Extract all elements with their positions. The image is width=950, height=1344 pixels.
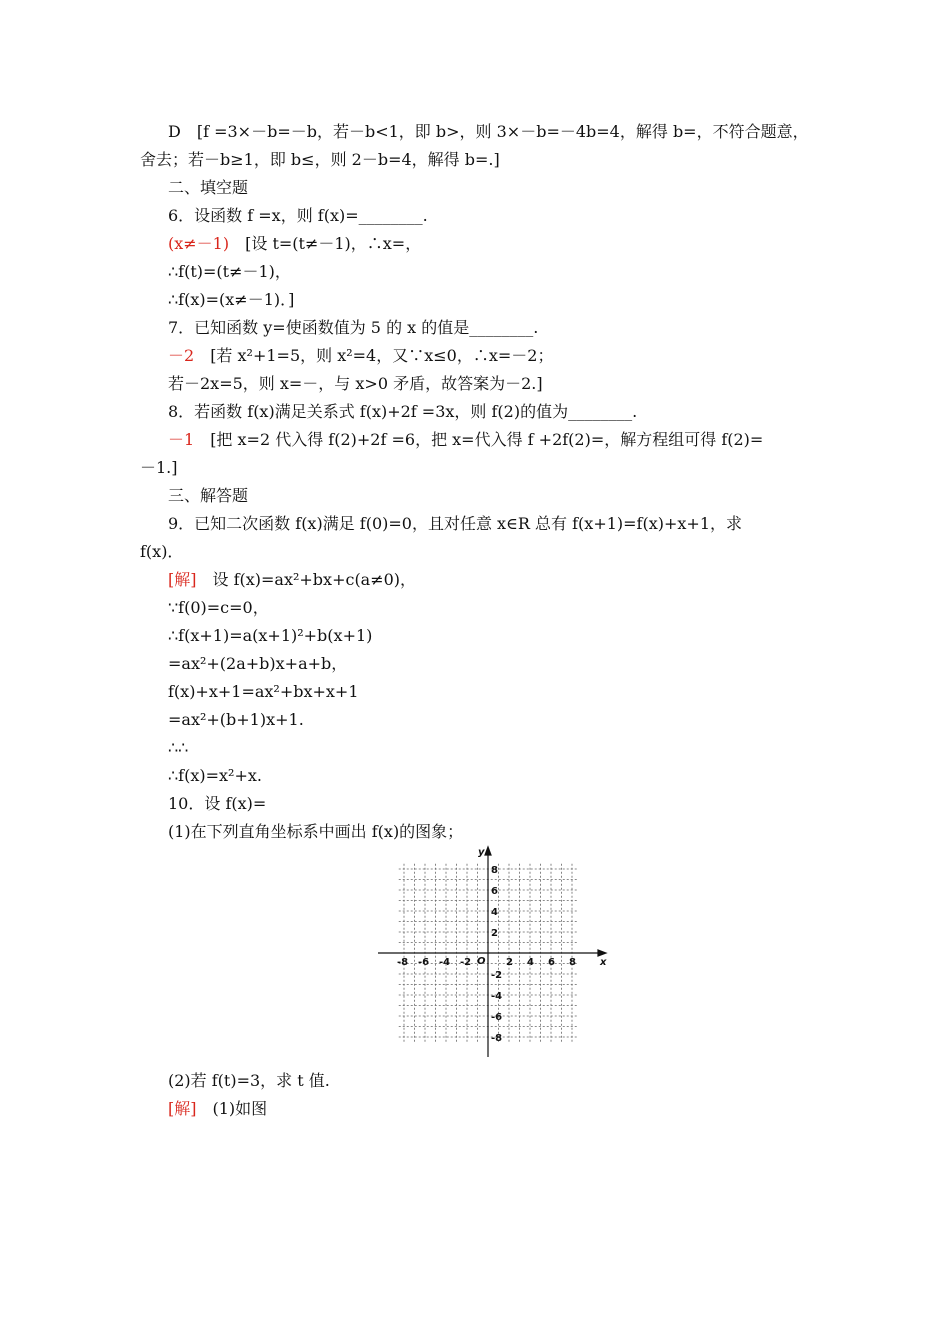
solution-9-line-1: [解] 设 f(x)=ax²+bx+c(a≠0)，	[168, 570, 417, 589]
x-axis-arrow	[598, 950, 606, 956]
y-tick-label: 4	[491, 907, 498, 918]
x-tick-label: -6	[418, 957, 430, 968]
solution-10-line-1: [解] (1)如图	[168, 1099, 268, 1118]
answer-7-line-1: －2 [若 x²+1=5，则 x²=4，又∵x≤0，∴x=－2；	[168, 346, 554, 365]
solution-9-line-8: ∴f(x)=x²+x.	[168, 766, 262, 785]
y-tick-label: -6	[491, 1012, 503, 1023]
answer-7-key: －2	[168, 346, 195, 365]
x-tick-label: 4	[527, 957, 534, 968]
solution-tag-10: [解]	[168, 1099, 197, 1118]
answer-6-key: (x≠－1)	[168, 234, 230, 253]
x-axis-label: x	[600, 957, 607, 968]
answer-8-line-2: －1.]	[140, 458, 178, 477]
answer-7-line-2: 若－2x=5，则 x=－，与 x>0 矛盾，故答案为－2.]	[168, 374, 543, 393]
solution-9-line-2: ∵f(0)=c=0，	[168, 598, 269, 617]
question-10-part-2: (2)若 f(t)=3，求 t 值.	[168, 1071, 330, 1090]
y-axis-label: y	[478, 847, 485, 858]
answer-5-line-1: D [f =3×－b=－b，若－b<1，即 b>，则 3×－b=－4b=4，解得 b=，不符合题意，	[168, 122, 809, 141]
solution-9-line-7: ∴∴	[168, 738, 189, 757]
coordinate-grid	[374, 843, 610, 1061]
solution-9-line-5: f(x)+x+1=ax²+bx+x+1	[168, 682, 359, 701]
question-8: 8．若函数 f(x)满足关系式 f(x)+2f =3x，则 f(2)的值为________.	[168, 402, 638, 421]
y-tick-label: -4	[491, 991, 503, 1002]
x-tick-label: -4	[439, 957, 451, 968]
y-tick-label: -2	[491, 970, 503, 981]
x-tick-label: -2	[460, 957, 472, 968]
question-10-part-1: (1)在下列直角坐标系中画出 f(x)的图象；	[168, 822, 464, 841]
answer-6-line-3: ∴f(x)=(x≠－1)．]	[168, 290, 295, 309]
x-tick-label: -8	[397, 957, 409, 968]
solution-9-line-3: ∴f(x+1)=a(x+1)²+b(x+1)	[168, 626, 373, 645]
question-9-line-2: f(x)．	[140, 542, 184, 561]
y-tick-label: 8	[491, 865, 498, 876]
solution-tag: [解]	[168, 570, 197, 589]
question-9-line-1: 9．已知二次函数 f(x)满足 f(0)=0，且对任意 x∈R 总有 f(x+1)=f(x)+x+1，求	[168, 514, 742, 533]
answer-5-line-2: 舍去；若－b≥1，即 b≤，则 2－b=4，解得 b=.]	[140, 150, 500, 169]
y-axis-arrow	[485, 847, 491, 855]
answer-6-line-2: ∴f(t)=(t≠－1)，	[168, 262, 291, 281]
question-10: 10．设 f(x)=	[168, 794, 267, 813]
x-tick-label: 2	[506, 957, 513, 968]
answer-8-key: －1	[168, 430, 195, 449]
y-tick-label: 6	[491, 886, 498, 897]
solution-9-line-4: =ax²+(2a+b)x+a+b，	[168, 654, 348, 673]
answer-8-line-1: －1 [把 x=2 代入得 f(2)+2f =6，把 x=代入得 f +2f(2)=，解方程组可得 f(2)=	[168, 430, 764, 449]
x-tick-label: 8	[569, 957, 576, 968]
x-tick-label: 6	[548, 957, 555, 968]
solution-9-line-6: =ax²+(b+1)x+1.	[168, 710, 304, 729]
section-heading-fill: 二、填空题	[168, 178, 249, 197]
question-7: 7．已知函数 y=使函数值为 5 的 x 的值是________.	[168, 318, 539, 337]
section-heading-solve: 三、解答题	[168, 486, 249, 505]
y-tick-label: 2	[491, 928, 498, 939]
answer-6-line-1: (x≠－1) [设 t=(t≠－1)，∴x=，	[168, 234, 422, 253]
origin-label: O	[477, 956, 486, 967]
y-tick-label: -8	[491, 1033, 503, 1044]
question-6: 6．设函数 f =x，则 f(x)=________.	[168, 206, 428, 225]
